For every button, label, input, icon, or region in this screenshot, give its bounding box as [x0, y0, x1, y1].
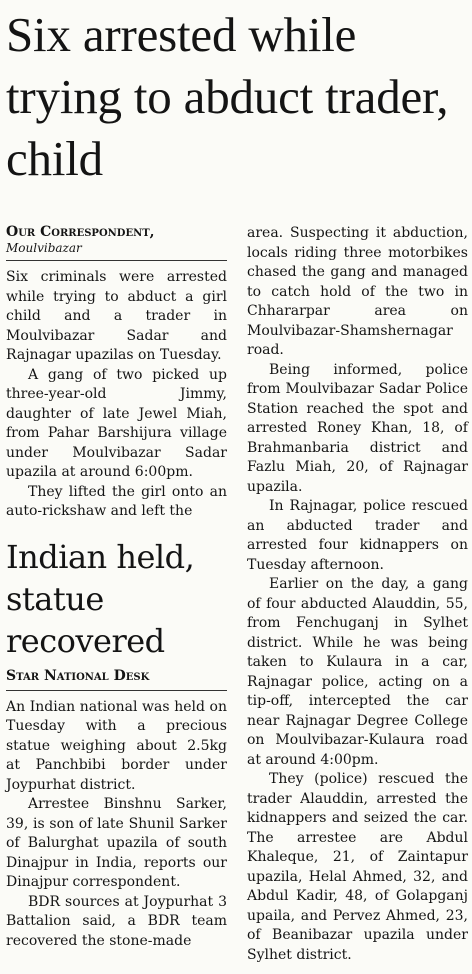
story-paragraph: A gang of two picked up three-year-old Jimmy, daughter of late Jewel Miah, from Pahar Barshijura village under Moulvibazar Sadar upazila at around 6:00pm. — [6, 366, 227, 480]
story-paragraph: In Rajnagar, police rescued an abducted trader and arrested four kidnappers on Tuesday afternoon. — [247, 498, 468, 573]
story-paragraph: Being informed, police from Moulvibazar Sadar Police Station reached the spot and arrested Roney Khan, 18, of Brahmanbaria district and Fazlu Miah, 20, of Rajnagar upazila. — [247, 361, 468, 495]
divider — [6, 690, 227, 691]
dateline: Moulvibazar — [6, 241, 82, 255]
story-paragraph: An Indian national was held on Tuesday with a precious statue weighing about 2.5kg at Panchbibi border under Joypurhat district. — [6, 698, 227, 793]
sub-headline: Indian held, statue recovered — [6, 537, 195, 660]
byline-desk: Star National Desk — [6, 667, 150, 684]
byline: Our Correspondent, — [6, 224, 155, 240]
divider — [6, 260, 227, 261]
story-paragraph: They lifted the girl onto an auto-rickshaw and left the — [6, 483, 227, 519]
story-paragraph: Arrestee Binshnu Sarker, 39, is son of late Shunil Sarker of Balurghat upazila of south Dinajpur in India, reports our Dinajpur correspondent. — [6, 796, 227, 890]
story-paragraph: area. Suspecting it abduction, locals riding three motorbikes chased the gang and managed to catch hold of the two in Chhararpar area on Moulvibazar-Shamshernagar road. — [247, 225, 468, 358]
story-paragraph: BDR sources at Joypurhat 3 Battalion said, a BDR team recovered the stone-made — [6, 893, 227, 949]
headline: Six arrested while trying to abduct trader, child — [6, 7, 449, 186]
left-column — [6, 224, 227, 951]
story-paragraph: They (police) rescued the trader Alauddin, arrested the kidnappers and seized the car. The arrestee are Abdul Khaleque, 21, of Zaintapur upazila, Helal Ahmed, 32, and Abdul Kadir, 48, of Golapganj upaila, and Pervez Ahmed, 23, of Beanibazar upazila under Sylhet district. — [247, 771, 468, 963]
right-column — [247, 224, 468, 965]
story-paragraph: Earlier on the day, a gang of four abducted Alauddin, 55, from Fenchuganj in Sylhet district. While he was being taken to Kulaura in a car, Rajnagar police, acting on a tip-off, intercepted the car near Rajnagar Degree College on Moulvibazar-Kulaura road at around 4:00pm. — [247, 576, 468, 768]
story-paragraph: Six criminals were arrested while trying to abduct a girl child and a trader in Moulvibazar Sadar and Rajnagar upazilas on Tuesday. — [6, 269, 227, 363]
